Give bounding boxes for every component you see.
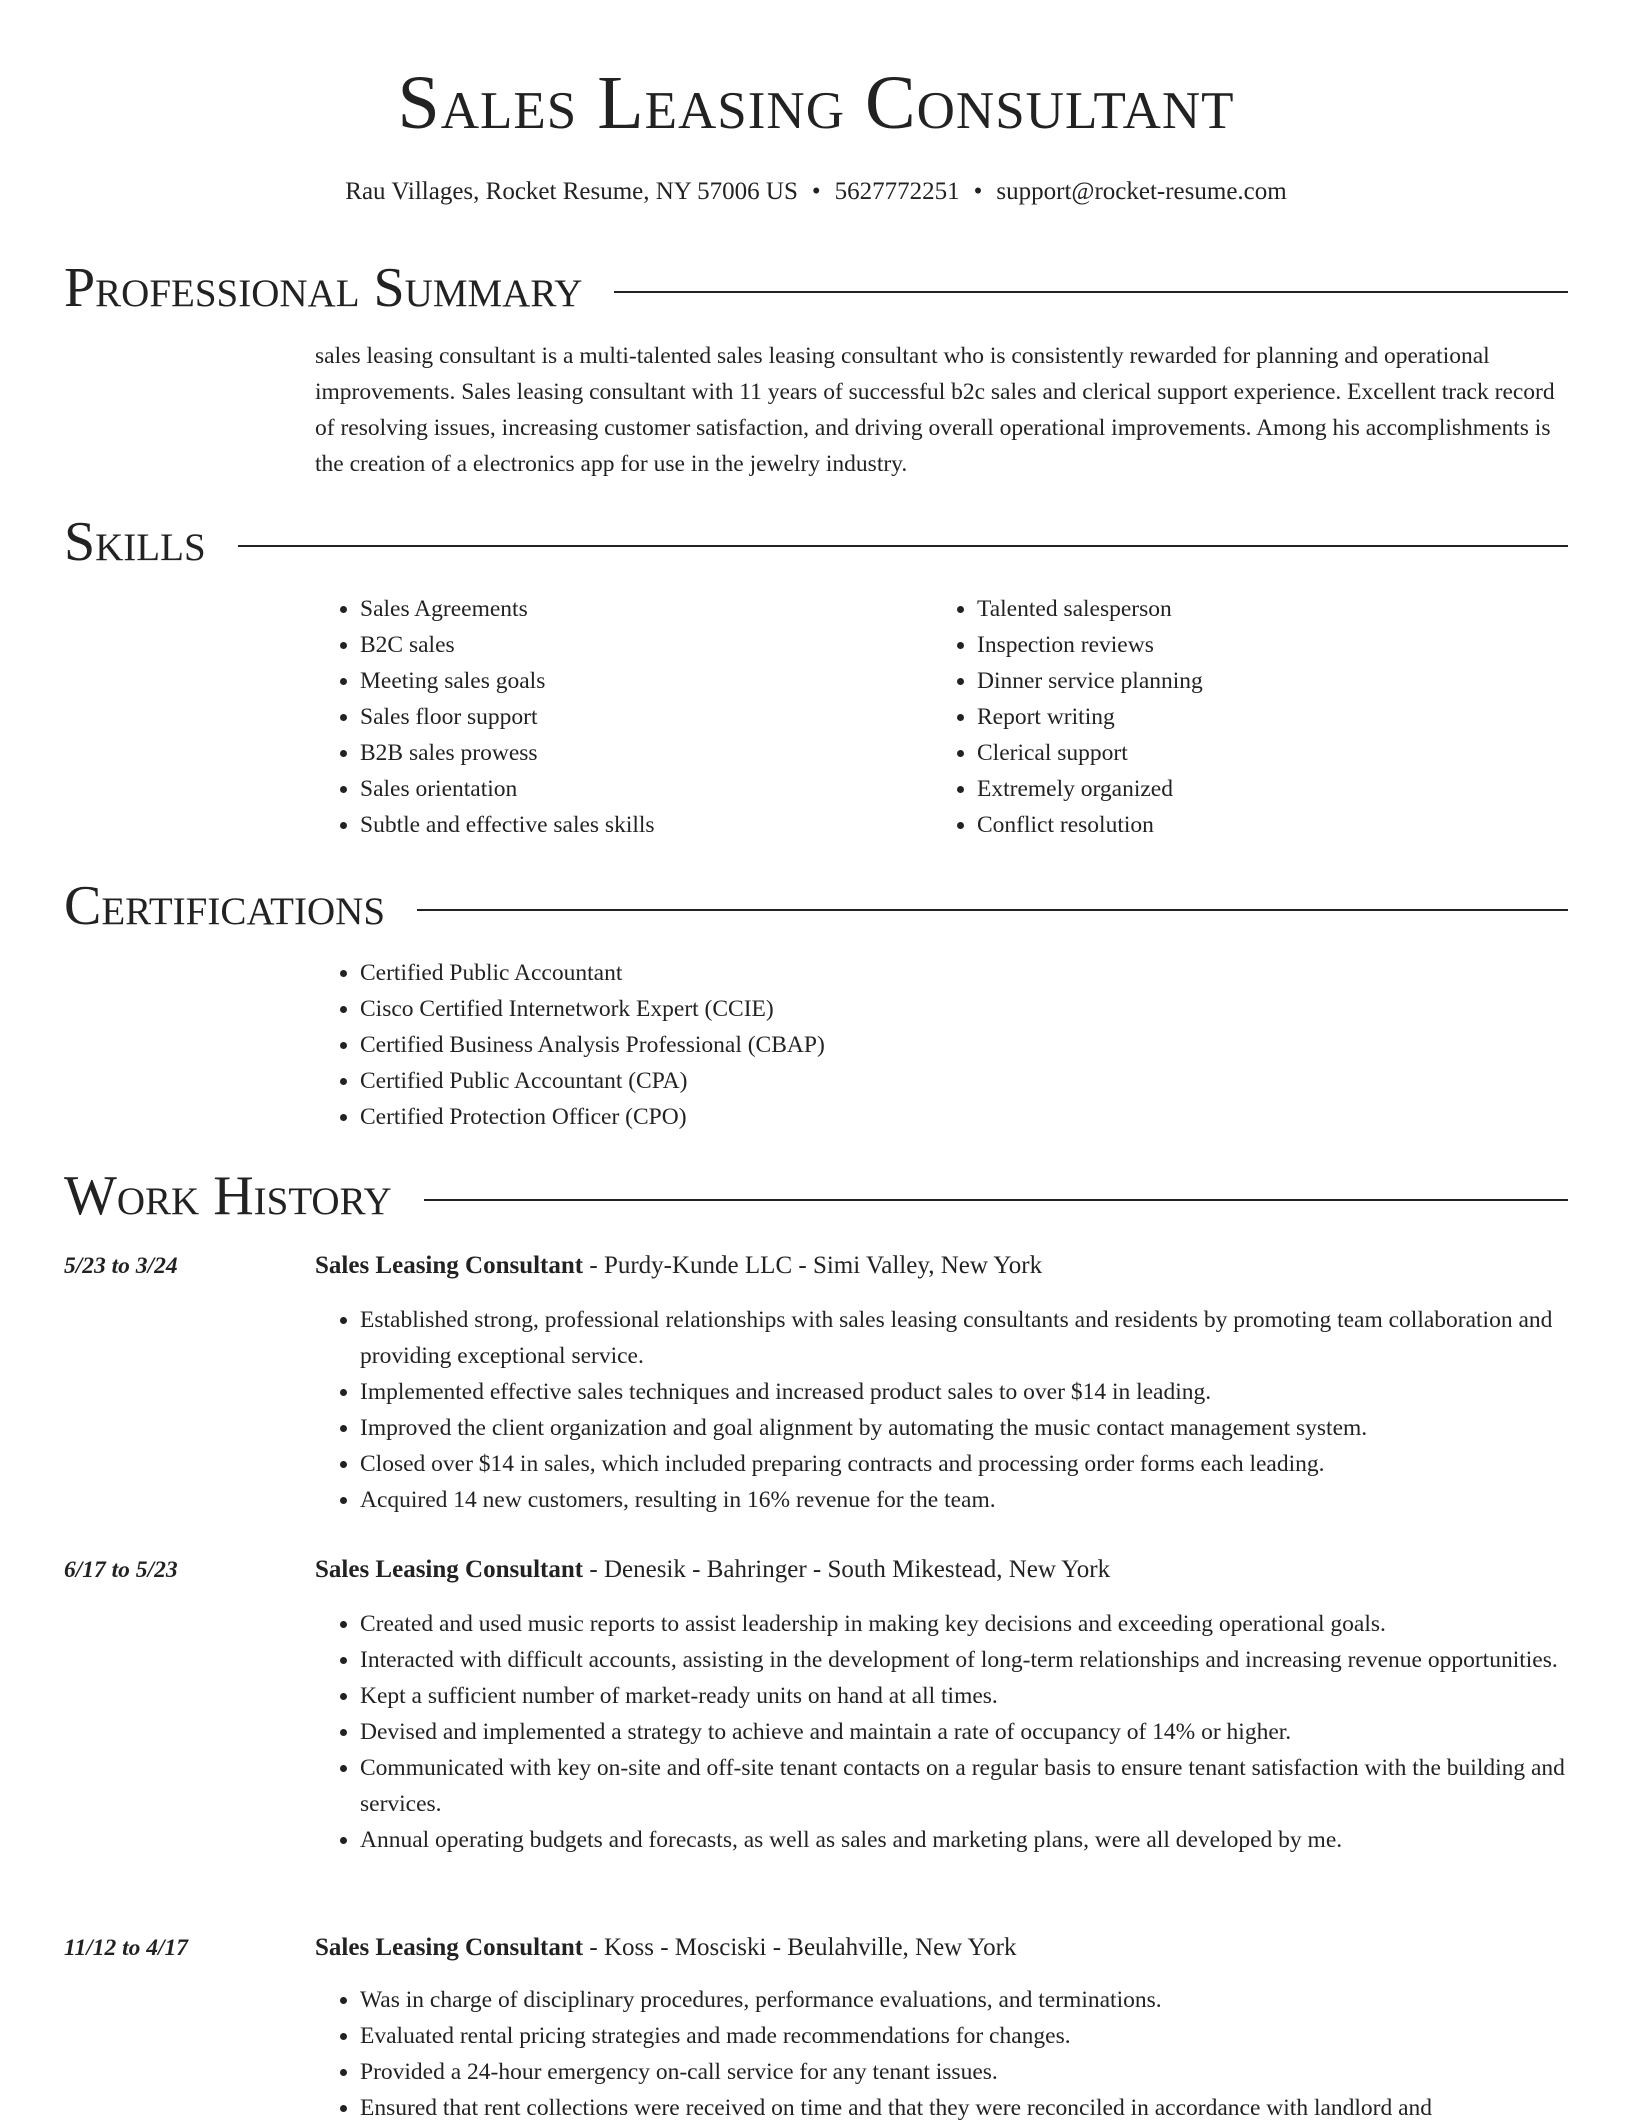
job-bullet: • Closed over $14 in sales, which included preparing contracts and processing order forms each leading. — [360, 1446, 1570, 1482]
work-history-heading: Work History — [64, 1165, 392, 1227]
summary-text: sales leasing consultant is a multi-talented sales leasing consultant who is consistently rewarded for planning and operational improvements. Sales leasing consultant with 11 years of successful b2c sales and clerical support experience. Excellent track record of resolving issues, increasing customer satisfaction, and driving overall operational improvements. Among his accomplishments is the creation of a electronics app for use in the jewelry industry. — [315, 343, 1555, 477]
job-bullets — [315, 1302, 1570, 1518]
certification-item: • Certified Public Accountant (CPA) — [360, 1063, 1515, 1099]
resume-title: Sales Leasing Consultant — [397, 61, 1235, 145]
skill-item: • Conflict resolution — [977, 807, 1552, 843]
skill-item: • Report writing — [977, 699, 1552, 735]
contact-separator: • — [973, 178, 983, 205]
skill-item: • Sales orientation — [360, 771, 895, 807]
contact-email: support@rocket-resume.com — [996, 178, 1287, 205]
job-bullet: • Improved the client organization and goal alignment by automating the music contact management system. — [360, 1410, 1570, 1446]
job-bullet: • Interacted with difficult accounts, assisting in the development of long-term relationships and increasing revenue opportunities. — [360, 1642, 1570, 1678]
certification-item: • Certified Business Analysis Professional (CBAP) — [360, 1027, 1515, 1063]
section-divider — [417, 909, 1568, 911]
job-bullet: • Acquired 14 new customers, resulting in 16% revenue for the team. — [360, 1482, 1570, 1518]
job-bullet: • Was in charge of disciplinary procedures, performance evaluations, and terminations. — [360, 1982, 1570, 2018]
skill-item: • Talented salesperson — [977, 591, 1552, 627]
skills-heading: Skills — [64, 511, 206, 573]
skills-column-left — [315, 591, 895, 843]
skill-item: • B2C sales — [360, 627, 895, 663]
job-bullet: • Kept a sufficient number of market-ready units on hand at all times. — [360, 1678, 1570, 1714]
skill-item: • Extremely organized — [977, 771, 1552, 807]
work-history-section-heading — [64, 1161, 1568, 1231]
skill-item: • Subtle and effective sales skills — [360, 807, 895, 843]
skill-item: • B2B sales prowess — [360, 735, 895, 771]
job-bullet: • Created and used music reports to assist leadership in making key decisions and exceeding operational goals. — [360, 1606, 1570, 1642]
job-bullets — [315, 1606, 1570, 1858]
skill-item: • Inspection reviews — [977, 627, 1552, 663]
certification-item: • Certified Protection Officer (CPO) — [360, 1099, 1515, 1135]
skill-item: • Sales Agreements — [360, 591, 895, 627]
skill-item: • Dinner service planning — [977, 663, 1552, 699]
job-bullet: • Established strong, professional relationships with sales leasing consultants and residents by promoting team collaboration and providing exceptional service. — [360, 1302, 1570, 1374]
summary-heading: Professional Summary — [64, 257, 583, 319]
job-details: - Koss - Mosciski - Beulahville, New York — [583, 1934, 1017, 1961]
job-title: Sales Leasing Consultant — [315, 1934, 584, 1961]
job-bullet: • Provided a 24-hour emergency on-call service for any tenant issues. — [360, 2054, 1570, 2090]
job-bullet: • Annual operating budgets and forecasts, as well as sales and marketing plans, were all developed by me. — [360, 1822, 1570, 1858]
skill-item: • Meeting sales goals — [360, 663, 895, 699]
job-details: - Denesik - Bahringer - South Mikestead, New York — [583, 1556, 1111, 1583]
contact-separator: • — [811, 178, 821, 205]
job-bullet: • Communicated with key on-site and off-site tenant contacts on a regular basis to ensure tenant satisfaction with the building and services. — [360, 1750, 1570, 1822]
job-bullet: • Ensured that rent collections were received on time and that they were reconciled in accordance with landlord and — [360, 2090, 1570, 2126]
skill-item: • Clerical support — [977, 735, 1552, 771]
job-dates: 6/17 to 5/23 — [64, 1557, 178, 1583]
job-bullets — [315, 1982, 1570, 2126]
job-details: - Purdy-Kunde LLC - Simi Valley, New York — [583, 1252, 1043, 1279]
job-header — [315, 1552, 1570, 1588]
certifications-heading: Certifications — [64, 875, 386, 937]
contact-address: Rau Villages, Rocket Resume, NY 57006 US — [345, 178, 798, 205]
certifications-list — [315, 955, 1515, 1135]
section-divider — [424, 1199, 1568, 1201]
job-dates: 5/23 to 3/24 — [64, 1253, 178, 1279]
contact-line — [0, 174, 1632, 210]
skill-item: • Sales floor support — [360, 699, 895, 735]
job-header — [315, 1930, 1570, 1966]
certification-item: • Cisco Certified Internetwork Expert (CCIE) — [360, 991, 1515, 1027]
job-dates: 11/12 to 4/17 — [64, 1935, 189, 1961]
job-bullet: • Implemented effective sales techniques and increased product sales to over $14 in leading. — [360, 1374, 1570, 1410]
summary-section-heading — [64, 253, 1568, 323]
certification-item: • Certified Public Accountant — [360, 955, 1515, 991]
skills-section-heading — [64, 507, 1568, 577]
job-title: Sales Leasing Consultant — [315, 1252, 584, 1279]
certifications-section-heading — [64, 871, 1568, 941]
contact-phone: 5627772251 — [834, 178, 960, 205]
section-divider — [238, 545, 1568, 547]
job-bullet: • Evaluated rental pricing strategies and made recommendations for changes. — [360, 2018, 1570, 2054]
job-header — [315, 1248, 1570, 1284]
job-bullet: • Devised and implemented a strategy to achieve and maintain a rate of occupancy of 14% or higher. — [360, 1714, 1570, 1750]
job-title: Sales Leasing Consultant — [315, 1556, 584, 1583]
skills-column-right — [932, 591, 1552, 843]
section-divider — [614, 291, 1568, 293]
